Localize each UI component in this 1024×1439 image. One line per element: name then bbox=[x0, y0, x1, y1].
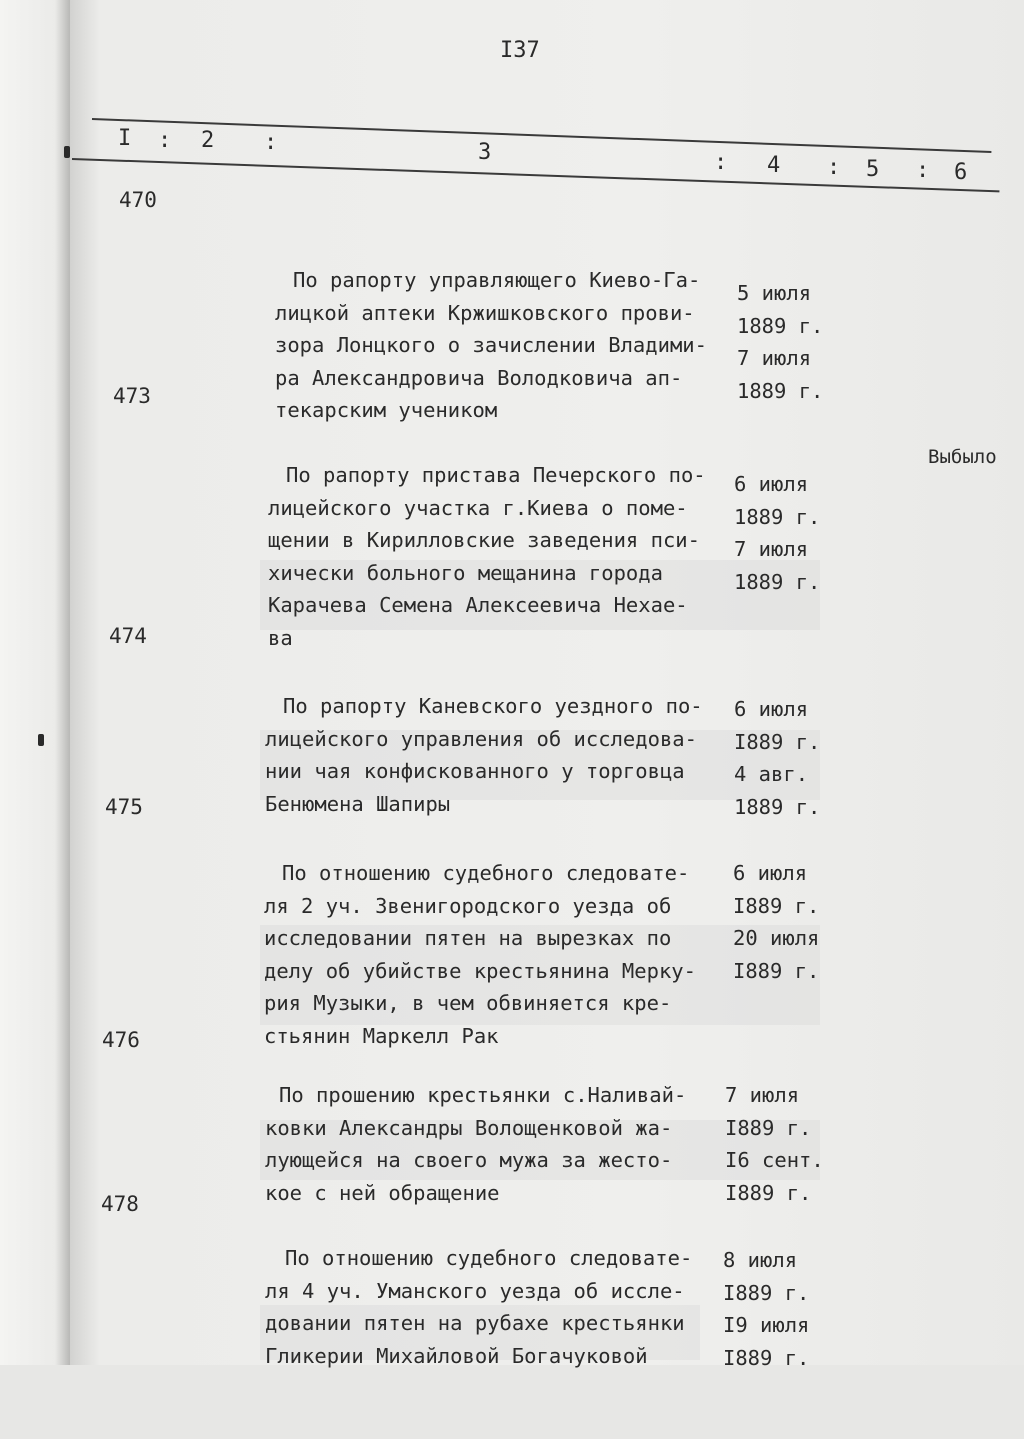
text-line: ля 4 уч. Уманского уезда об иссле- bbox=[265, 1278, 685, 1303]
text-line: хически больного мещанина города bbox=[268, 560, 663, 585]
date-line: 8 июля bbox=[723, 1248, 798, 1272]
column-separator: : bbox=[916, 158, 930, 183]
date-line: I889 г. bbox=[725, 1115, 812, 1140]
entry-number: 478 bbox=[101, 1192, 139, 1216]
text-line: зора Лонцкого о зачислении Владими- bbox=[275, 333, 707, 357]
text-line: лицейского участка г.Киева о поме- bbox=[268, 495, 688, 520]
text-line: ва bbox=[268, 625, 293, 650]
column-header: 3 bbox=[478, 140, 492, 165]
date-line: 7 июля bbox=[734, 537, 809, 561]
date-line: I889 г. bbox=[723, 1280, 810, 1305]
column-separator: : bbox=[158, 128, 172, 153]
entry-dates bbox=[723, 1179, 809, 1439]
date-line: I9 июля bbox=[723, 1313, 810, 1337]
text-line: Бенюмена Шапиры bbox=[265, 791, 451, 816]
text-line: лицкой аптеки Кржишковского прови- bbox=[275, 300, 695, 325]
date-line: 1889 г. bbox=[734, 504, 821, 529]
text-line: рия Музыки, в чем обвиняется кре- bbox=[264, 991, 672, 1015]
entry-remark: Выбыло bbox=[928, 446, 997, 468]
text-line: текарским учеником bbox=[275, 398, 498, 422]
date-line: 6 июля bbox=[733, 861, 808, 885]
entry-number: 476 bbox=[102, 1028, 140, 1052]
date-line: I6 сент. bbox=[725, 1148, 824, 1172]
page-number: I37 bbox=[500, 38, 540, 63]
entry-number: 473 bbox=[113, 384, 151, 408]
text-line: делу об убийстве крестьянина Мерку- bbox=[264, 958, 696, 983]
entry-number: 475 bbox=[105, 795, 143, 819]
date-line: I889 г. bbox=[723, 1345, 810, 1370]
text-line: исследовании пятен на вырезках по bbox=[264, 926, 672, 950]
text-line: довании пятен на рубахе крестьянки bbox=[265, 1311, 685, 1335]
text-line: лицейского управления об исследова- bbox=[265, 726, 697, 751]
text-line: По отношению судебного следовате- bbox=[285, 1246, 693, 1270]
date-line: I889 г. bbox=[733, 893, 820, 918]
column-header: 6 bbox=[954, 160, 968, 185]
text-line: ра Александровича Володковича ап- bbox=[275, 365, 683, 390]
column-header: 2 bbox=[201, 128, 215, 153]
text-line: По прошению крестьянки с.Наливай- bbox=[279, 1083, 687, 1107]
column-separator: : bbox=[264, 130, 278, 155]
text-line: лующейся на своего мужа за жесто- bbox=[265, 1148, 673, 1172]
date-line: 1889 г. bbox=[737, 313, 824, 338]
date-line: 1889 г. bbox=[734, 794, 821, 819]
text-line: щении в Кирилловские заведения пси- bbox=[268, 528, 700, 552]
date-line: 6 июля bbox=[734, 697, 809, 721]
text-line: Гликерии Михайловой Богачуковой bbox=[265, 1343, 648, 1368]
date-line: 4 авг. bbox=[734, 762, 809, 786]
binding-notch-middle bbox=[38, 734, 44, 746]
column-header: I bbox=[118, 126, 132, 151]
date-line: 7 июля bbox=[725, 1083, 800, 1107]
date-line: I889 г. bbox=[733, 958, 820, 983]
entry-description bbox=[265, 1177, 692, 1437]
date-line: I889 г. bbox=[734, 729, 821, 754]
date-line: 7 июля bbox=[737, 346, 812, 370]
date-line: 5 июля bbox=[737, 281, 812, 305]
entry-number: 470 bbox=[119, 188, 157, 212]
text-line: ля 2 уч. Звенигородского уезда об bbox=[264, 893, 672, 918]
binding-spine bbox=[0, 0, 70, 1365]
date-line: I889 г. bbox=[725, 1180, 812, 1205]
text-line: По рапорту управляющего Киево-Га- bbox=[293, 268, 701, 292]
column-separator: : bbox=[827, 155, 841, 180]
text-line: Карачева Семена Алексеевича Нехае- bbox=[268, 593, 688, 617]
column-separator: : bbox=[714, 150, 728, 175]
entry-number: 474 bbox=[109, 624, 147, 648]
text-line: стьянин Маркелл Рак bbox=[264, 1023, 499, 1048]
text-line: ковки Александры Волощенковой жа- bbox=[265, 1115, 673, 1140]
date-line: 6 июля bbox=[734, 472, 809, 496]
entry-dates bbox=[733, 792, 819, 1052]
entry-dates bbox=[734, 403, 820, 663]
date-line: 1889 г. bbox=[737, 378, 824, 403]
column-header: 4 bbox=[767, 153, 781, 178]
text-line: По рапорту Каневского уездного по- bbox=[283, 694, 703, 718]
date-line: 1889 г. bbox=[734, 569, 821, 594]
column-header: 5 bbox=[866, 157, 880, 182]
text-line: кое с ней обращение bbox=[265, 1180, 500, 1205]
text-line: По рапорту пристава Печерского по- bbox=[286, 463, 706, 487]
date-line: 20 июля bbox=[733, 926, 820, 950]
text-line: нии чая конфискованного у торговца bbox=[265, 759, 685, 783]
text-line: По отношению судебного следовате- bbox=[282, 861, 690, 885]
